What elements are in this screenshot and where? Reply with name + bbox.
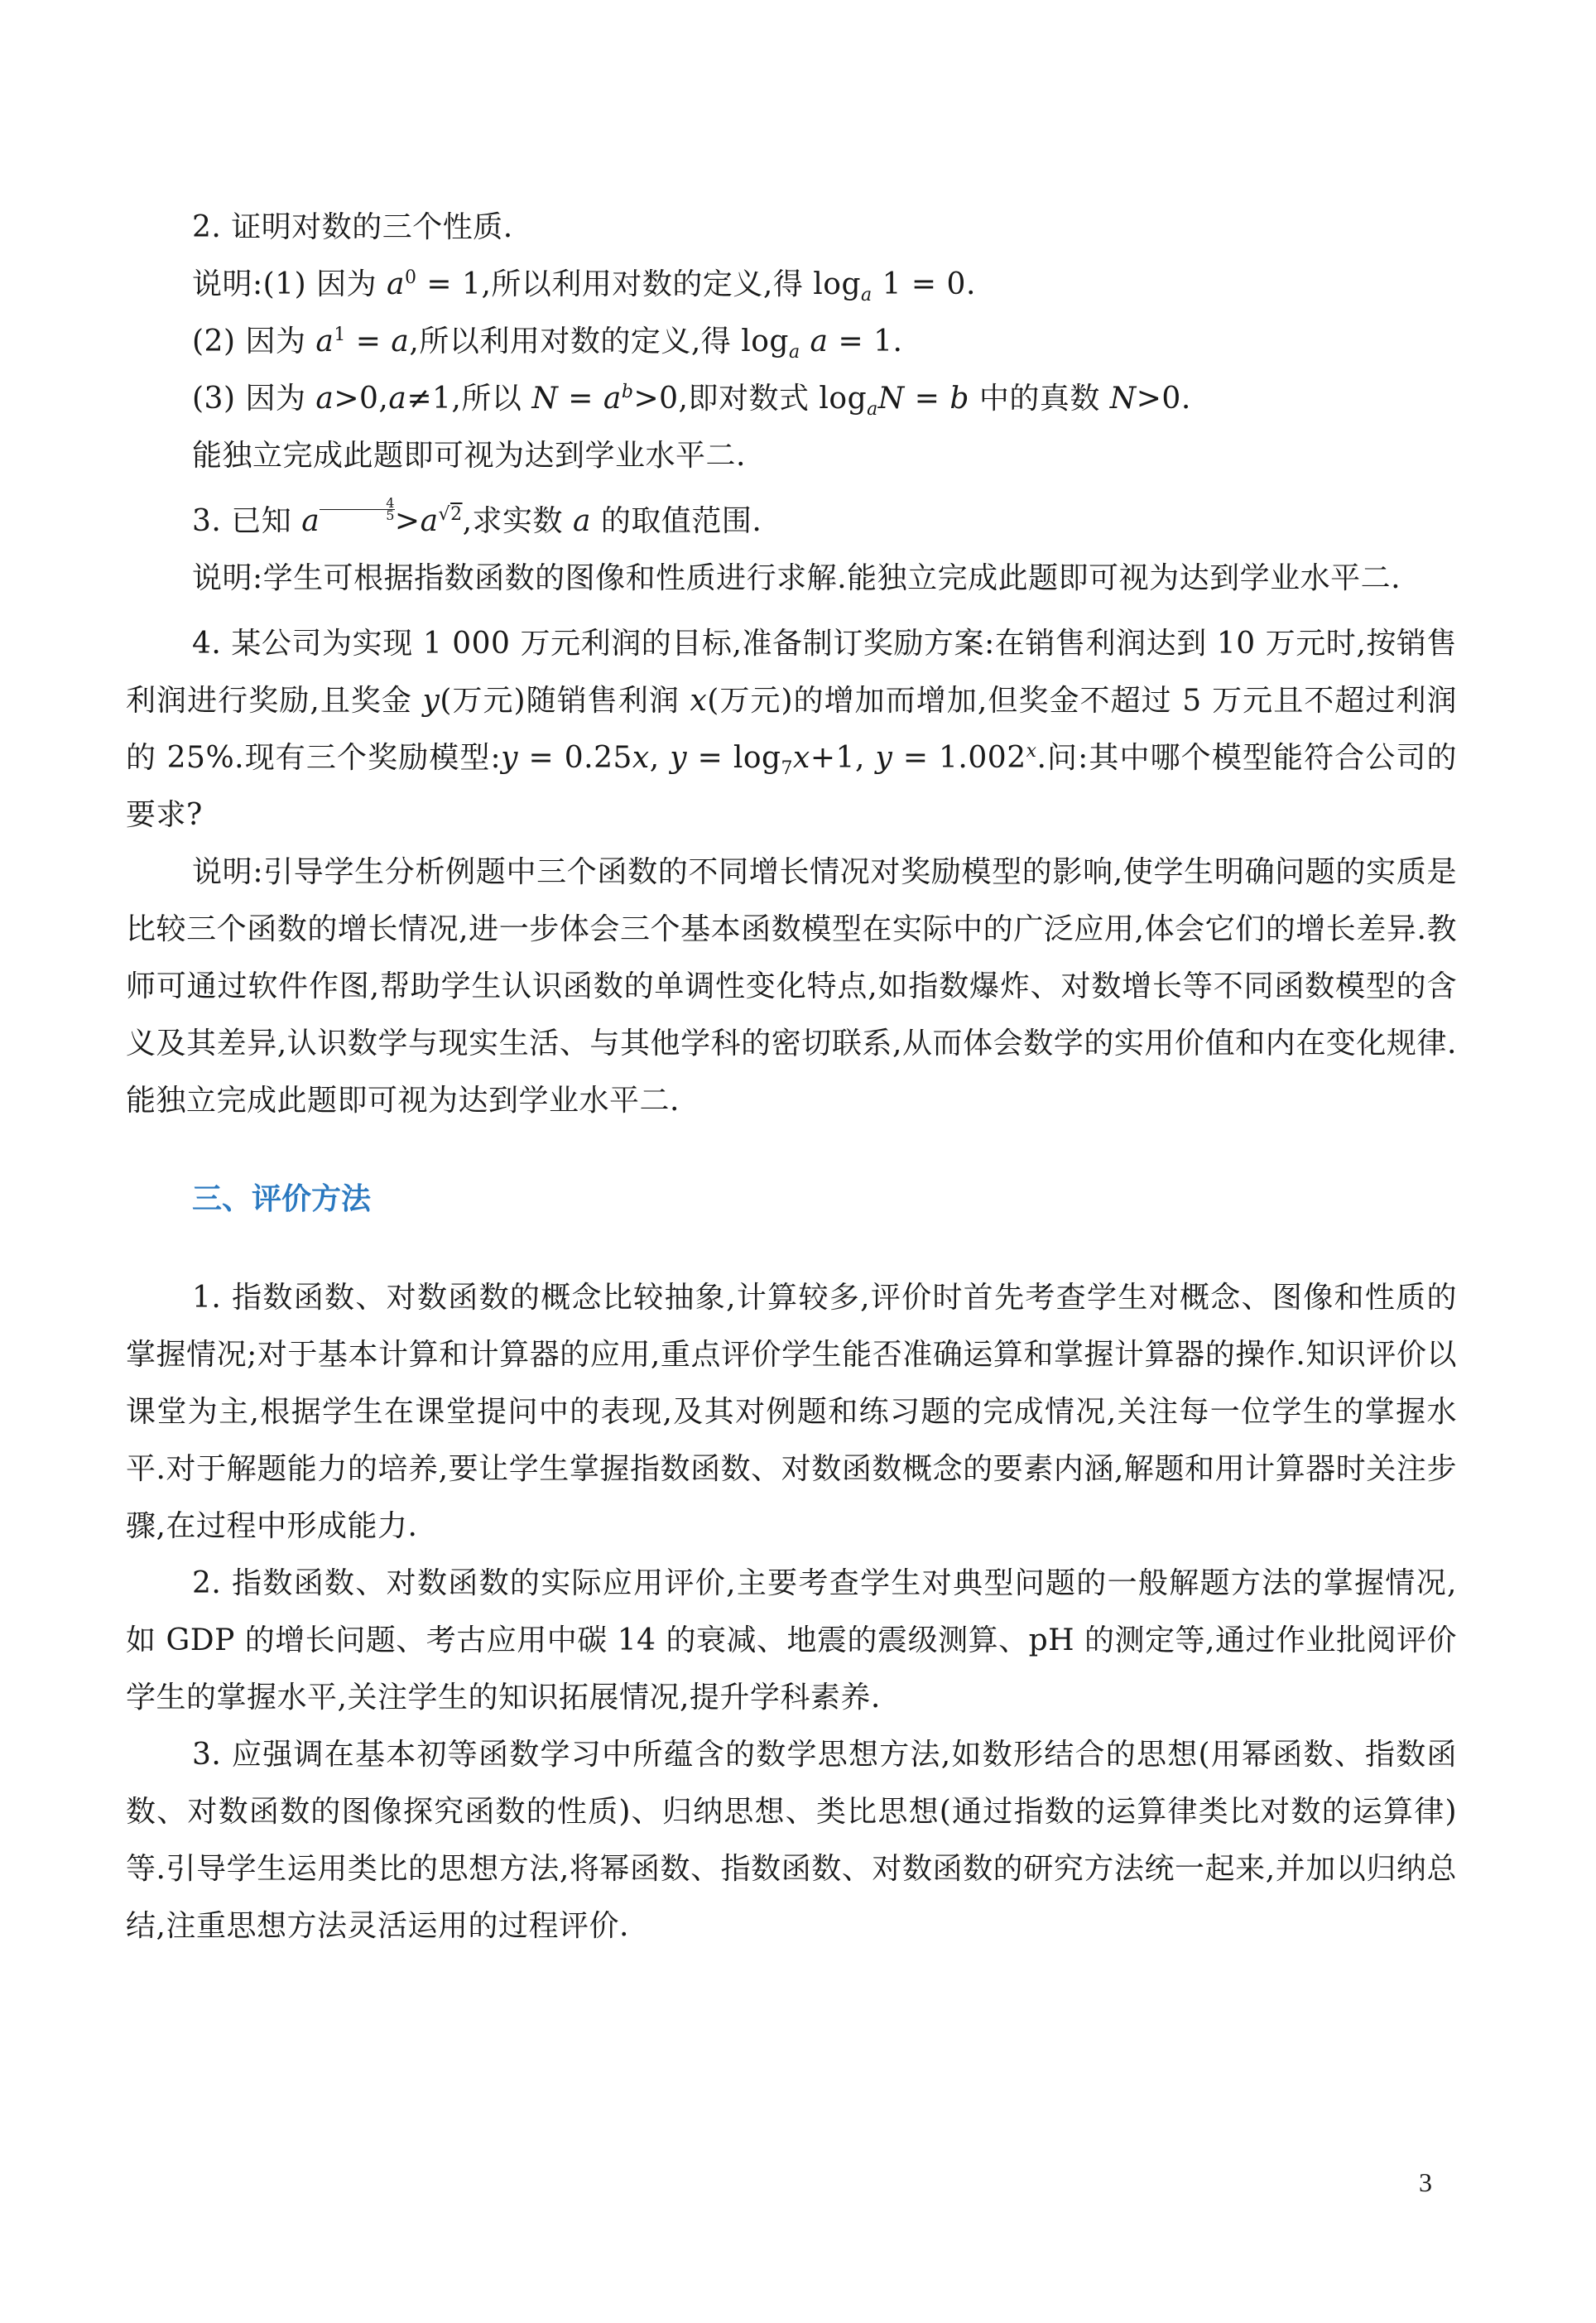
item-2-line-1: 说明:(1) 因为 $a^0 = 1$,所以利用对数的定义,得 $\log_a 1 = 0$. [192,267,976,306]
item-2-line-3: (3) 因为 a>0,a≠1,所以 $N = a^b>0$,即对数式 $\log_aN = b$ 中的真数 N>0. [192,382,1191,421]
evaluation-item-2: 2. 指数函数、对数函数的实际应用评价,主要考查学生对典型问题的一般解题方法的掌握情况,如 GDP 的增长问题、考古应用中碳 14 的衰减、地震的震级测算、pH 的测定等,通过作业批阅评价学生的掌握水平,关注学生的知识拓展情况,提升学科素养. [126,1566,1457,1715]
item-3-question: 3. 已知 a $\frac{4}{5}$ $>a^{√2}$,求实数 a 的取值范围. [192,495,762,538]
item-4-question: 4. 某公司为实现 1 000 万元利润的目标,准备制订奖励方案:在销售利润达到 10 万元时,按销售利润进行奖励,且奖金 y(万元)随销售利润 x(万元)的增加而增加,但奖金不超过 5 万元且不超过利润的 25%.现有三个奖励模型:y = 0.25x, $y = \log_7x+1$, $y = 1.002^x$.问:其中哪个模型能符合公司的要求? [126,627,1458,832]
evaluation-item-1: 1. 指数函数、对数函数的概念比较抽象,计算较多,评价时首先考查学生对概念、图像和性质的掌握情况;对于基本计算和计算器的应用,重点评价学生能否准确运算和掌握计算器的操作.知识评价以课堂为主,根据学生在课堂提问中的表现,及其对例题和练习题的完成情况,关注每一位学生的掌握水平.对于解题能力的培养,要让学生掌握指数函数、对数函数概念的要素内涵,解题和用计算器时关注步骤,在过程中形成能力. [126,1281,1457,1543]
evaluation-item-3: 3. 应强调在基本初等函数学习中所蕴含的数学思想方法,如数形结合的思想(用幂函数、指数函数、对数函数的图像探究函数的性质)、归纳思想、类比思想(通过指数的运算律类比对数的运算律)等.引导学生运用类比的思想方法,将幂函数、指数函数、对数函数的研究方法统一起来,并加以归纳总结,注重思想方法灵活运用的过程评价. [126,1738,1457,1943]
page-number: 3 [1419,2167,1432,2197]
item-2-conclusion: 能独立完成此题即可视为达到学业水平二. [192,439,746,473]
page-content [126,199,1457,1955]
section-heading: 三、评价方法 [192,1182,372,1216]
item-2-title: 2. 证明对数的三个性质. [192,210,513,244]
item-2-line-2: (2) 因为 $a^1 = a$,所以利用对数的定义,得 $\log_a a = 1$. [192,325,903,363]
fraction-exponent: $\frac{4}{5}$ [320,498,395,522]
sqrt-icon: √ [438,504,451,525]
item-4-note: 说明:引导学生分析例题中三个函数的不同增长情况对奖励模型的影响,使学生明确问题的实质是比较三个函数的增长情况,进一步体会三个基本函数模型在实际中的广泛应用,体会它们的增长差异.教师可通过软件作图,帮助学生认识函数的单调性变化特点,如指数爆炸、对数增长等不同函数模型的含义及其差异,认识数学与现实生活、与其他学科的密切联系,从而体会数学的实用价值和内在变化规律.能独立完成此题即可视为达到学业水平二. [126,855,1457,1118]
item-3-note: 说明:学生可根据指数函数的图像和性质进行求解.能独立完成此题即可视为达到学业水平二. [192,561,1401,595]
